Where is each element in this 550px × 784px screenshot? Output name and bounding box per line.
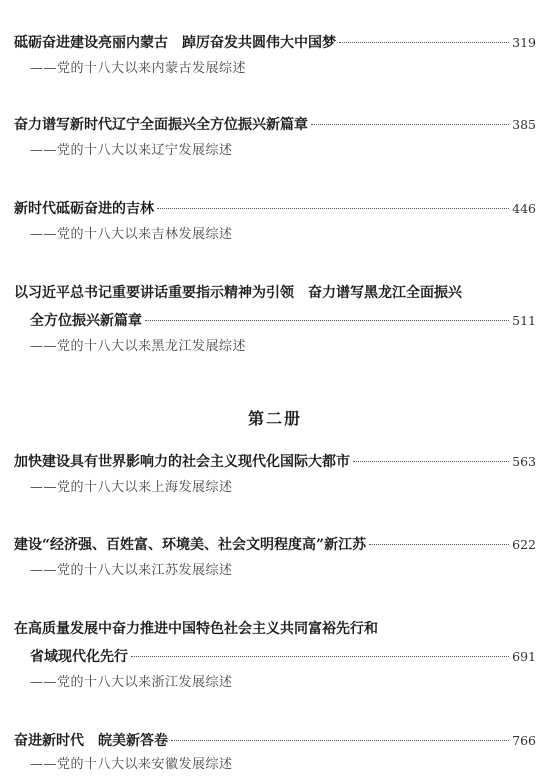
toc-entry (14, 283, 536, 357)
toc-entry-title: 砥砺奋进建设亮丽内蒙古 踔厉奋发共圆伟大中国梦 (14, 35, 336, 51)
toc-page-number: 563 (512, 454, 536, 469)
toc-entry-subtitle: ——党的十八大以来上海发展综述 (30, 480, 233, 495)
toc-entry-title-line (14, 731, 536, 751)
toc-entry-title-line (14, 33, 536, 53)
toc-entry (14, 619, 536, 693)
toc-entry-subtitle: ——党的十八大以来黑龙江发展综述 (30, 339, 247, 354)
toc-entry-subtitle: ——党的十八大以来辽宁发展综述 (30, 143, 233, 158)
toc-entry-title-line (14, 535, 536, 555)
toc-entry-title-line (14, 311, 536, 331)
toc-page-number: 511 (512, 313, 536, 328)
toc-page-number: 766 (512, 733, 536, 748)
toc-entry-title-line (14, 647, 536, 667)
toc-page-number: 622 (512, 537, 536, 552)
toc-entry-subtitle: ——党的十八大以来江苏发展综述 (30, 563, 233, 578)
dot-leader (157, 208, 509, 209)
toc-entry-title: 新时代砥砺奋进的吉林 (14, 201, 154, 217)
toc-page-number: 319 (512, 35, 536, 50)
toc-entry-title-line (14, 199, 536, 219)
toc-entry-subtitle: ——党的十八大以来内蒙古发展综述 (30, 61, 247, 76)
toc-entry-title-line (14, 452, 536, 472)
toc-entry-subtitle: ——党的十八大以来安徽发展综述 (30, 757, 233, 772)
dot-leader (339, 42, 509, 43)
toc-page-number: 691 (512, 649, 536, 664)
toc-entry-title: 奋力谱写新时代辽宁全面振兴全方位振兴新篇章 (14, 117, 308, 133)
toc-page-number: 385 (512, 117, 536, 132)
dot-leader (369, 544, 509, 545)
dot-leader (131, 656, 509, 657)
dot-leader (171, 740, 509, 741)
toc-entry (14, 731, 536, 775)
dot-leader (311, 124, 509, 125)
toc-entry-title: 加快建设具有世界影响力的社会主义现代化国际大都市 (14, 454, 350, 470)
toc-entry (14, 535, 536, 581)
toc-entry-title-line (14, 283, 536, 303)
toc-entry (14, 452, 536, 498)
toc-entry-title: 以习近平总书记重要讲话重要指示精神为引领 奋力谱写黑龙江全面振兴 (14, 285, 462, 301)
toc-entry-subtitle: ——党的十八大以来浙江发展综述 (30, 675, 233, 690)
toc-entry-title: 奋进新时代 皖美新答卷 (14, 733, 168, 749)
toc-entry-title-line (14, 619, 536, 639)
toc-entry-title: 建设“经济强、百姓富、环境美、社会文明程度高”新江苏 (14, 537, 367, 553)
toc-entry-subtitle: ——党的十八大以来吉林发展综述 (30, 227, 233, 242)
toc-entry-title-continued: 省域现代化先行 (30, 649, 128, 665)
toc-entry (14, 199, 536, 245)
toc-entry-title: 在高质量发展中奋力推进中国特色社会主义共同富裕先行和 (14, 621, 378, 637)
volume-heading: 第二册 (247, 409, 302, 428)
dot-leader (353, 461, 509, 462)
toc-entry-title-continued: 全方位振兴新篇章 (30, 313, 142, 329)
toc-page-number: 446 (512, 201, 536, 216)
toc-entry (14, 115, 536, 161)
dot-leader (145, 320, 509, 321)
toc-entry (14, 33, 536, 79)
toc-entry-title-line (14, 115, 536, 135)
